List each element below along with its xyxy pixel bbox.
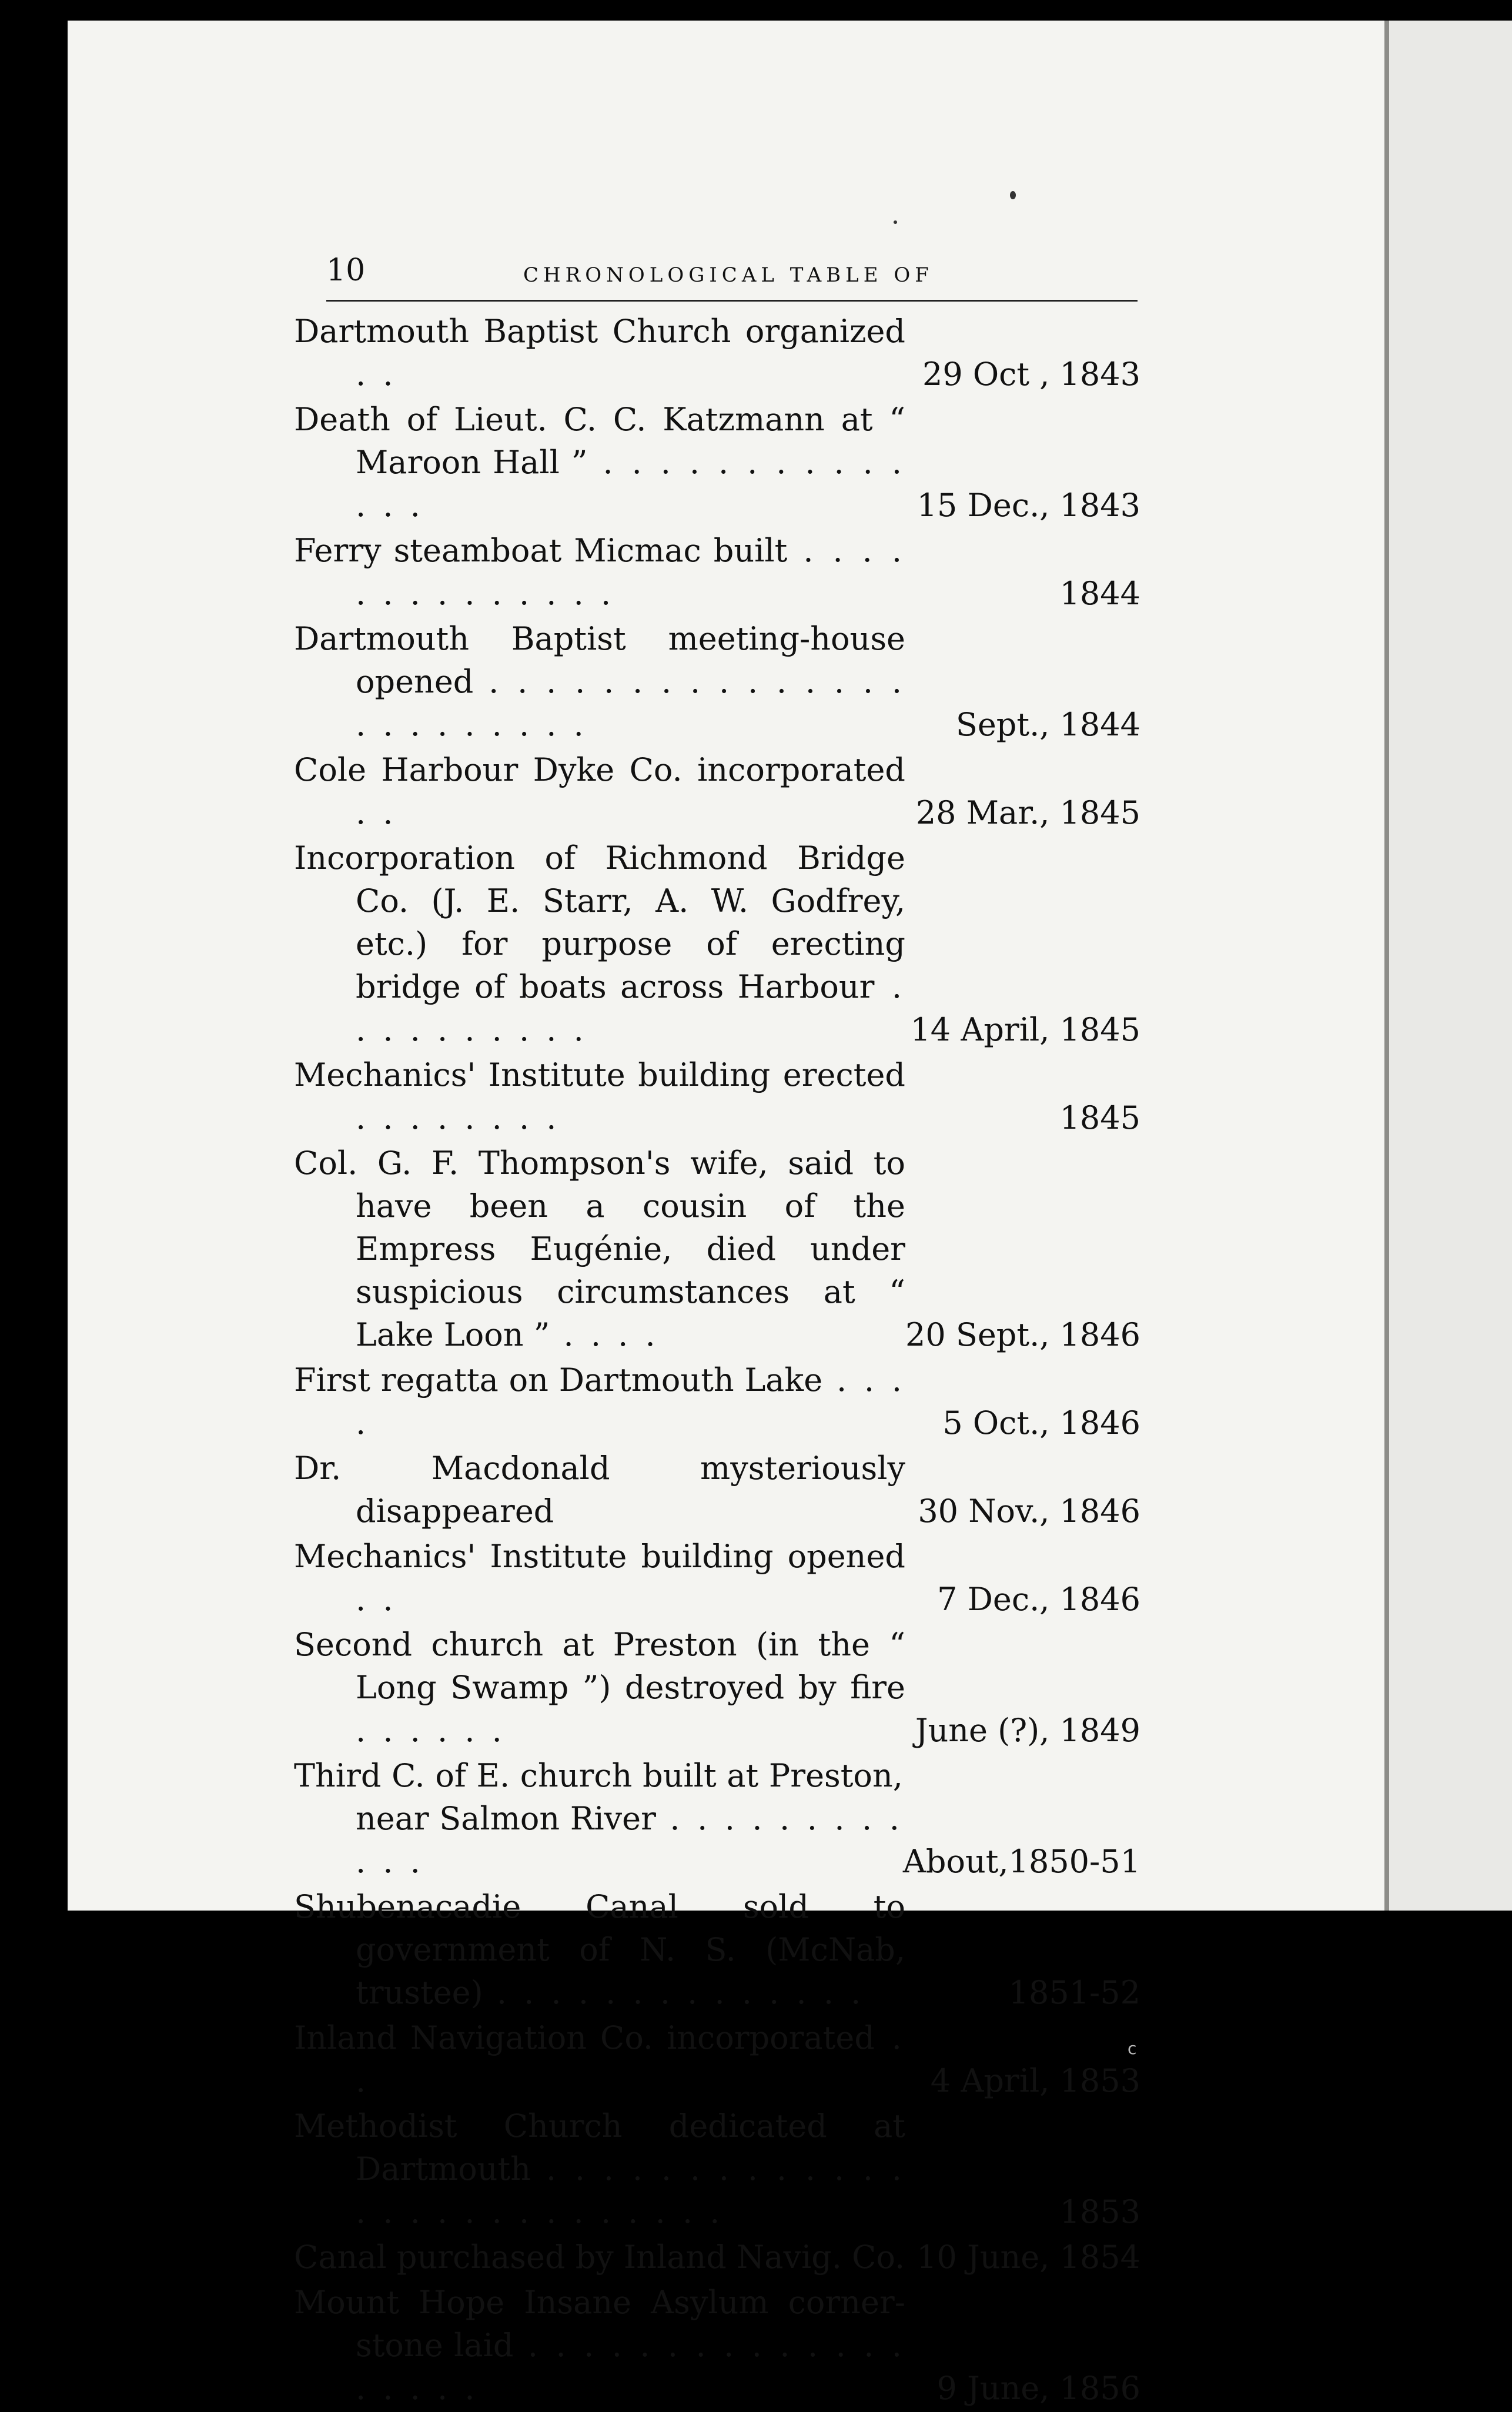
- chronology-entry: [294, 2105, 1140, 2233]
- dot-leader: . . . . . .: [356, 1712, 506, 1749]
- entry-date: 1845: [1059, 1099, 1140, 1136]
- entry-date: 4 April, 1853: [930, 2062, 1140, 2099]
- entry-date: 14 April, 1845: [910, 1011, 1140, 1048]
- entry-date: 1844: [1059, 575, 1140, 612]
- entry-description-block: [294, 529, 905, 615]
- entry-date: 1853: [1059, 2193, 1140, 2230]
- entry-description: Second church at Preston (in the “ Long Swamp ”) destroyed by fire: [294, 1626, 905, 1706]
- entry-description: Mechanics' Institute building opened: [294, 1538, 905, 1575]
- entry-description-block: [294, 1885, 905, 2014]
- entry-description: Dartmouth Baptist Church organized: [294, 313, 905, 350]
- chronology-entry: [294, 2016, 1140, 2102]
- dot-leader: . .: [356, 2019, 905, 2099]
- entry-description: Dr. Macdonald mysteriously disappeared: [294, 1450, 905, 1530]
- chronology-entry: [294, 2236, 1140, 2279]
- chronology-entry: [294, 1535, 1140, 1621]
- chronology-entry: [294, 2281, 1140, 2410]
- entry-date: 5 Oct., 1846: [942, 1404, 1140, 1441]
- entry-description: Dartmouth Baptist meeting-house opened: [294, 620, 905, 700]
- dot-leader: . . . . . . . . . . . . . . . . . . .: [356, 2327, 905, 2407]
- chronology-entry: [294, 1142, 1140, 1356]
- entry-date: 30 Nov., 1846: [918, 1493, 1140, 1530]
- entry-description-block: [294, 1535, 905, 1621]
- entry-description: Inland Navigation Co. incorporated: [294, 2019, 875, 2056]
- ink-speck: [894, 220, 897, 224]
- ink-speck: [1010, 191, 1016, 199]
- chronology-list: [294, 310, 1140, 2410]
- entry-description: Cole Harbour Dyke Co. incorporated: [294, 751, 905, 788]
- entry-description-block: [294, 617, 905, 746]
- adjacent-page-edge: [1387, 21, 1512, 1911]
- entry-description-block: [294, 2105, 905, 2233]
- dot-leader: . . . . . . . . . .: [356, 968, 905, 1048]
- dot-leader: . . . . . . . . . . . .: [356, 1800, 903, 1880]
- dot-leader: . . . .: [550, 1316, 659, 1353]
- entry-date: 10 June, 1854: [916, 2239, 1140, 2276]
- dot-leader: . . . . . . . . . . . . . . . . . . . . . . . . . . .: [356, 2150, 905, 2230]
- entry-date: 9 June, 1856: [936, 2370, 1140, 2407]
- chronology-entry: [294, 748, 1140, 834]
- entry-description-block: [294, 837, 905, 1051]
- entry-description-block: [294, 1142, 905, 1356]
- entry-date: 7 Dec., 1846: [937, 1581, 1140, 1618]
- dot-leader: . .: [356, 356, 397, 393]
- dot-leader: . . . .: [356, 1361, 905, 1441]
- entry-description: Mechanics' Institute building erected: [294, 1056, 905, 1093]
- page-number: 10: [326, 253, 366, 288]
- dot-leader: . . . . . . . . . . . . . .: [356, 532, 905, 612]
- entry-date: 20 Sept., 1846: [905, 1316, 1140, 1353]
- dot-leader: . . . . . . . . . . . . . .: [356, 444, 905, 524]
- chronology-entry: [294, 1447, 1140, 1533]
- entry-date: About,1850-51: [902, 1843, 1140, 1880]
- entry-description-block: [294, 398, 905, 527]
- entry-description-block: [294, 1754, 903, 1883]
- entry-description: Incorporation of Richmond Bridge Co. (J. E. Starr, A. W. Godfrey, etc.) for purpose of erecting bridge of boats across Harbour: [294, 839, 905, 1005]
- entry-description: Col. G. F. Thompson's wife, said to have been a cousin of the Empress Eugénie, died under suspicious circumstances at “ Lake Loon ”: [294, 1145, 905, 1353]
- entry-description: First regatta on Dartmouth Lake: [294, 1361, 823, 1399]
- chronology-entry: [294, 1053, 1140, 1139]
- chronology-entry: [294, 1359, 1140, 1444]
- entry-description-block: [294, 2016, 905, 2102]
- chronology-entry: [294, 1754, 1140, 1883]
- entry-description: Shubenacadie Canal sold to government of N. S. (McNab, trustee): [294, 1888, 905, 2011]
- entry-description-block: [294, 1447, 905, 1533]
- chronology-entry: [294, 837, 1140, 1051]
- chronology-entry: [294, 529, 1140, 615]
- entry-description-block: [294, 1623, 905, 1752]
- page-header: [294, 235, 1140, 300]
- entry-description-block: [294, 1359, 905, 1444]
- chronology-entry: [294, 398, 1140, 527]
- chronology-entry: [294, 1623, 1140, 1752]
- dot-leader: . . . . . . . .: [356, 1099, 560, 1136]
- entry-date: 28 Mar., 1845: [915, 794, 1140, 831]
- entry-date: 1851-52: [1008, 1974, 1140, 2011]
- entry-description: Ferry steamboat Micmac built: [294, 532, 788, 569]
- entry-date: 29 Oct , 1843: [922, 356, 1140, 393]
- entry-description-block: [294, 748, 905, 834]
- chronology-entry: [294, 310, 1140, 396]
- dot-leader: . .: [356, 794, 397, 831]
- chronology-entry: [294, 617, 1140, 746]
- entry-description: Death of Lieut. C. C. Katzmann at “ Maroon Hall ”: [294, 401, 905, 481]
- dot-leader: . . . . . . . . . . . . . .: [483, 1974, 865, 2011]
- chronology-entry: [294, 1885, 1140, 2014]
- entry-description-block: [294, 1053, 905, 1139]
- entry-description-block: [294, 310, 905, 396]
- entry-description: Canal purchased by Inland Navig. Co.: [294, 2239, 905, 2276]
- entry-description-block: [294, 2236, 905, 2279]
- entry-description: Mount Hope Insane Asylum corner-stone laid: [294, 2284, 905, 2364]
- running-title: CHRONOLOGICAL TABLE OF: [523, 263, 934, 287]
- entry-date: Sept., 1844: [955, 706, 1140, 743]
- header-rule: [326, 300, 1138, 302]
- entry-date: 15 Dec., 1843: [916, 487, 1140, 524]
- entry-description: Methodist Church dedicated at Dartmouth: [294, 2107, 905, 2187]
- entry-description-block: [294, 2281, 905, 2410]
- page-content: [294, 235, 1140, 2412]
- page-fold-shadow: [1384, 21, 1389, 1911]
- entry-description: Third C. of E. church built at Preston, near Salmon River: [294, 1757, 903, 1837]
- dot-leader: . .: [356, 1581, 397, 1618]
- scan-artifact-mark: c: [1128, 2039, 1137, 2058]
- entry-date: June (?), 1849: [915, 1712, 1140, 1749]
- dot-leader: . . . . . . . . . . . . . . . . . . . . . . . .: [356, 663, 905, 743]
